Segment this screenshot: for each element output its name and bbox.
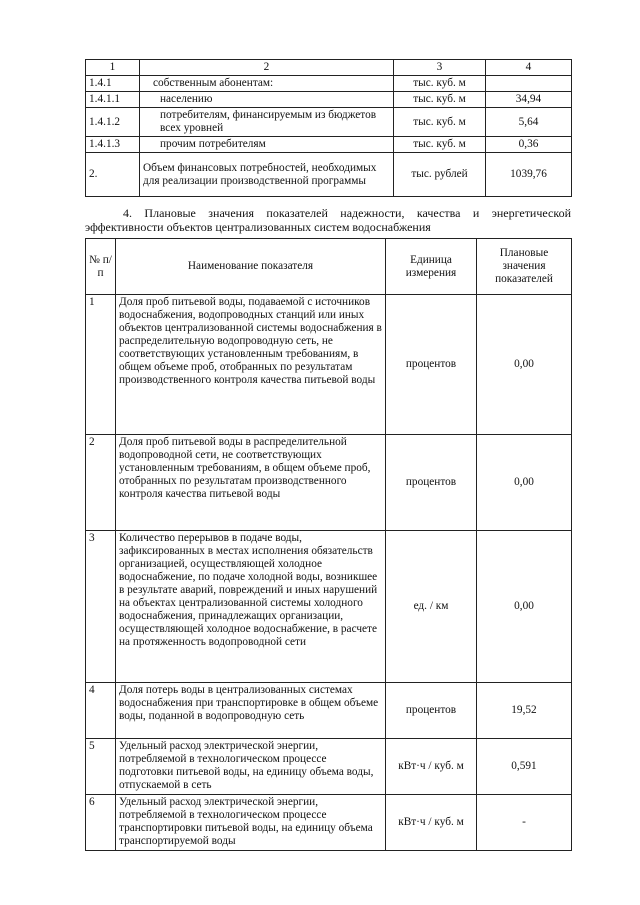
table-row	[86, 92, 572, 108]
row-number: 6	[86, 795, 116, 851]
row-number: 4	[86, 683, 116, 739]
row-unit: тыс. куб. м	[394, 76, 486, 92]
row-unit: кВт·ч / куб. м	[386, 739, 477, 795]
row-unit: процентов	[386, 683, 477, 739]
row-value: 1039,76	[486, 153, 572, 197]
table-row	[86, 108, 572, 137]
row-value: 0,00	[477, 435, 572, 531]
row-number: 1.4.1.3	[86, 137, 140, 153]
row-number: 5	[86, 739, 116, 795]
row-number: 1.4.1	[86, 76, 140, 92]
header-name: Наименование показателя	[116, 239, 386, 295]
row-value: 34,94	[486, 92, 572, 108]
table-row	[86, 76, 572, 92]
row-unit: тыс. рублей	[394, 153, 486, 197]
indicators-table	[85, 238, 572, 851]
row-value: 0,36	[486, 137, 572, 153]
row-number: 2	[86, 435, 116, 531]
row-name: Удельный расход электрической энергии, потребляемой в технологическом процессе транспортировки питьевой воды, на единицу объема транспортируемой воды	[116, 795, 386, 851]
row-number: 3	[86, 531, 116, 683]
table-row	[86, 531, 572, 683]
table-row	[86, 795, 572, 851]
row-value: 19,52	[477, 683, 572, 739]
row-name: прочим потребителям	[140, 137, 394, 153]
row-name: населению	[140, 92, 394, 108]
row-value	[486, 76, 572, 92]
section-4-heading: 4. Плановые значения показателей надежности, качества и энергетической эффективности объектов централизованных систем водоснабжения	[85, 206, 571, 234]
column-number-1: 1	[86, 60, 140, 76]
table-row	[86, 739, 572, 795]
row-number: 1.4.1.1	[86, 92, 140, 108]
row-number: 1.4.1.2	[86, 108, 140, 137]
row-value: 0,00	[477, 295, 572, 435]
table-header-row	[86, 239, 572, 295]
row-unit: тыс. куб. м	[394, 92, 486, 108]
row-unit: тыс. куб. м	[394, 137, 486, 153]
table-row	[86, 295, 572, 435]
row-unit: кВт·ч / куб. м	[386, 795, 477, 851]
table-header-row	[86, 60, 572, 76]
row-number: 1	[86, 295, 116, 435]
row-value: -	[477, 795, 572, 851]
row-name: Доля проб питьевой воды в распределительной водопроводной сети, не соответствующих установленным требованиям, в общем объеме проб, отобранных по результатам производственного контроля качества питьевой воды	[116, 435, 386, 531]
row-unit: процентов	[386, 435, 477, 531]
row-value: 5,64	[486, 108, 572, 137]
table-row	[86, 435, 572, 531]
row-name: потребителям, финансируемым из бюджетов всех уровней	[140, 108, 394, 137]
row-value: 0,591	[477, 739, 572, 795]
table-row	[86, 683, 572, 739]
column-number-4: 4	[486, 60, 572, 76]
header-value: Плановые значения показателей	[477, 239, 572, 295]
column-number-3: 3	[394, 60, 486, 76]
row-unit: ед. / км	[386, 531, 477, 683]
row-name: Объем финансовых потребностей, необходимых для реализации производственной программы	[140, 153, 394, 197]
row-number: 2.	[86, 153, 140, 197]
row-unit: процентов	[386, 295, 477, 435]
row-name: Доля проб питьевой воды, подаваемой с источников водоснабжения, водопроводных станций или иных объектов централизованной системы водоснабжения в распределительную водопроводную сеть, не соответствующих установленным требованиям, в общем объеме проб, отобранных по результатам производственного контроля качества питьевой воды	[116, 295, 386, 435]
header-number: № п/п	[86, 239, 116, 295]
row-name: Удельный расход электрической энергии, потребляемой в технологическом процессе подготовки питьевой воды, на единицу объема воды, отпускаемой в сеть	[116, 739, 386, 795]
row-unit: тыс. куб. м	[394, 108, 486, 137]
column-number-2: 2	[140, 60, 394, 76]
row-value: 0,00	[477, 531, 572, 683]
header-unit: Единица измерения	[386, 239, 477, 295]
table-row	[86, 153, 572, 197]
table-row	[86, 137, 572, 153]
row-name: Доля потерь воды в централизованных системах водоснабжения при транспортировке в общем объеме воды, поданной в водопроводную сеть	[116, 683, 386, 739]
row-name: собственным абонентам:	[140, 76, 394, 92]
production-volume-table	[85, 59, 572, 197]
row-name: Количество перерывов в подаче воды, зафиксированных в местах исполнения обязательств организацией, осуществляющей холодное водоснабжение, по подаче холодной воды, возникшее в результате аварий, повреждений и иных нарушений на объектах централизованной системы холодного водоснабжения, принадлежащих организации, осуществляющей холодное водоснабжение, в расчете на протяженность водопроводной сети	[116, 531, 386, 683]
